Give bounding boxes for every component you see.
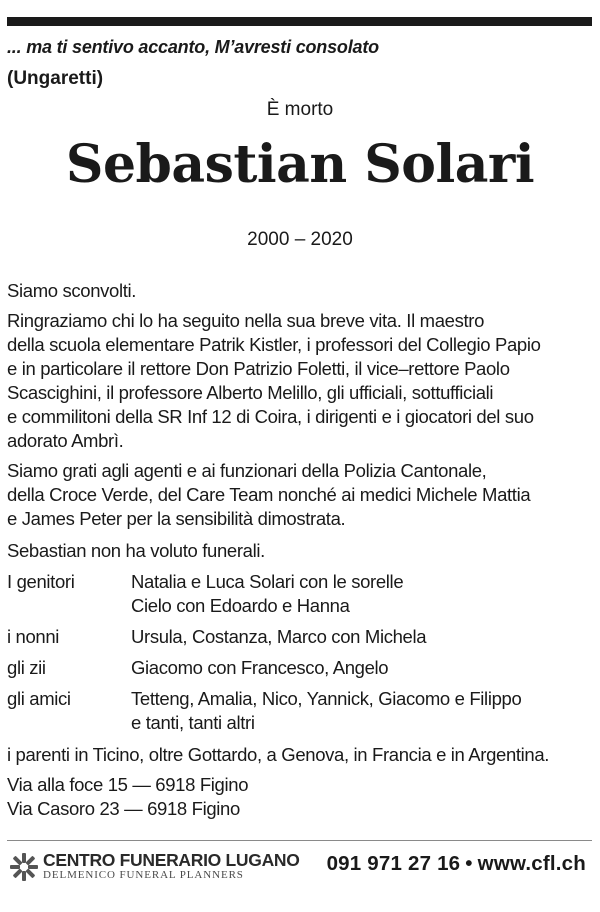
- epigraph-author: (Ungaretti): [7, 68, 104, 89]
- family-names: [131, 656, 388, 680]
- deceased-name: Sebastian Solari: [65, 134, 535, 195]
- family-name-line: Natalia e Luca Solari con le sorelle: [131, 571, 404, 592]
- brand-subtitle: DELMENICO FUNERAL PLANNERS: [43, 869, 244, 881]
- text-line: e commilitoni della SR Inf 12 di Coira, i dirigenti e i giocatori del suo: [7, 406, 534, 427]
- family-name-line: e tanti, tanti altri: [131, 712, 255, 733]
- text-line: adorato Ambrì.: [7, 430, 124, 451]
- footer-divider: [7, 840, 592, 841]
- top-border-bar: [7, 17, 592, 26]
- funeral-home-logo-icon: [9, 852, 39, 882]
- text-line: Ringraziamo chi lo ha seguito nella sua breve vita. Il maestro: [7, 310, 485, 331]
- family-names: [131, 687, 521, 735]
- family-label: i nonni: [7, 626, 60, 647]
- text-line: Siamo grati agli agenti e ai funzionari della Polizia Cantonale,: [7, 460, 487, 481]
- family-label: gli amici: [7, 688, 71, 709]
- life-years: 2000 – 2020: [247, 229, 353, 250]
- address-line: Via Casoro 23 — 6918 Figino: [7, 798, 240, 819]
- family-name-line: Giacomo con Francesco, Angelo: [131, 657, 389, 678]
- epigraph-quote: ... ma ti sentivo accanto, M’avresti consolato: [7, 37, 379, 57]
- funeral-home-footer: [7, 848, 592, 884]
- family-names: [131, 570, 403, 618]
- text-line: e James Peter per la sensibilità dimostrata.: [7, 508, 346, 529]
- family-names: [131, 625, 426, 649]
- relatives-line: [7, 743, 593, 767]
- paragraph-no-funeral: [7, 539, 593, 563]
- paragraph-thanks: [7, 309, 593, 453]
- family-row-friends: [7, 687, 593, 735]
- family-name-line: Cielo con Edoardo e Hanna: [131, 595, 350, 616]
- contact-separator: •: [465, 852, 473, 875]
- family-row-parents: [7, 570, 593, 618]
- text-line: Scascighini, il professore Alberto Melillo, gli ufficiali, sottufficiali: [7, 382, 494, 403]
- death-announcement: È morto: [266, 99, 334, 120]
- family-name-line: Tetteng, Amalia, Nico, Yannick, Giacomo e Filippo: [131, 688, 522, 709]
- family-label: I genitori: [7, 571, 75, 592]
- family-row-uncles: [7, 656, 593, 680]
- brand-name: CENTRO FUNERARIO LUGANO: [43, 850, 300, 870]
- family-list: [7, 570, 593, 742]
- text-line: della Croce Verde, del Care Team nonché ai medici Michele Mattia: [7, 484, 531, 505]
- paragraph-gratitude: [7, 459, 593, 531]
- paragraph-shock: [7, 279, 593, 303]
- text-line: i parenti in Ticino, oltre Gottardo, a Genova, in Francia e in Argentina.: [7, 744, 550, 765]
- text-line: e in particolare il rettore Don Patrizio Foletti, il vice–rettore Paolo: [7, 358, 510, 379]
- contact-info: [327, 852, 586, 876]
- family-label: gli zii: [7, 657, 46, 678]
- address-line: Via alla foce 15 — 6918 Figino: [7, 774, 249, 795]
- website-link[interactable]: www.cfl.ch: [477, 852, 586, 875]
- family-row-grandparents: [7, 625, 593, 649]
- text-line: Sebastian non ha voluto funerali.: [7, 540, 265, 561]
- family-name-line: Ursula, Costanza, Marco con Michela: [131, 626, 427, 647]
- text-line: della scuola elementare Patrik Kistler, i professori del Collegio Papio: [7, 334, 541, 355]
- text-line: Siamo sconvolti.: [7, 280, 137, 301]
- phone-number: 091 971 27 16: [326, 852, 461, 875]
- addresses: [7, 773, 593, 821]
